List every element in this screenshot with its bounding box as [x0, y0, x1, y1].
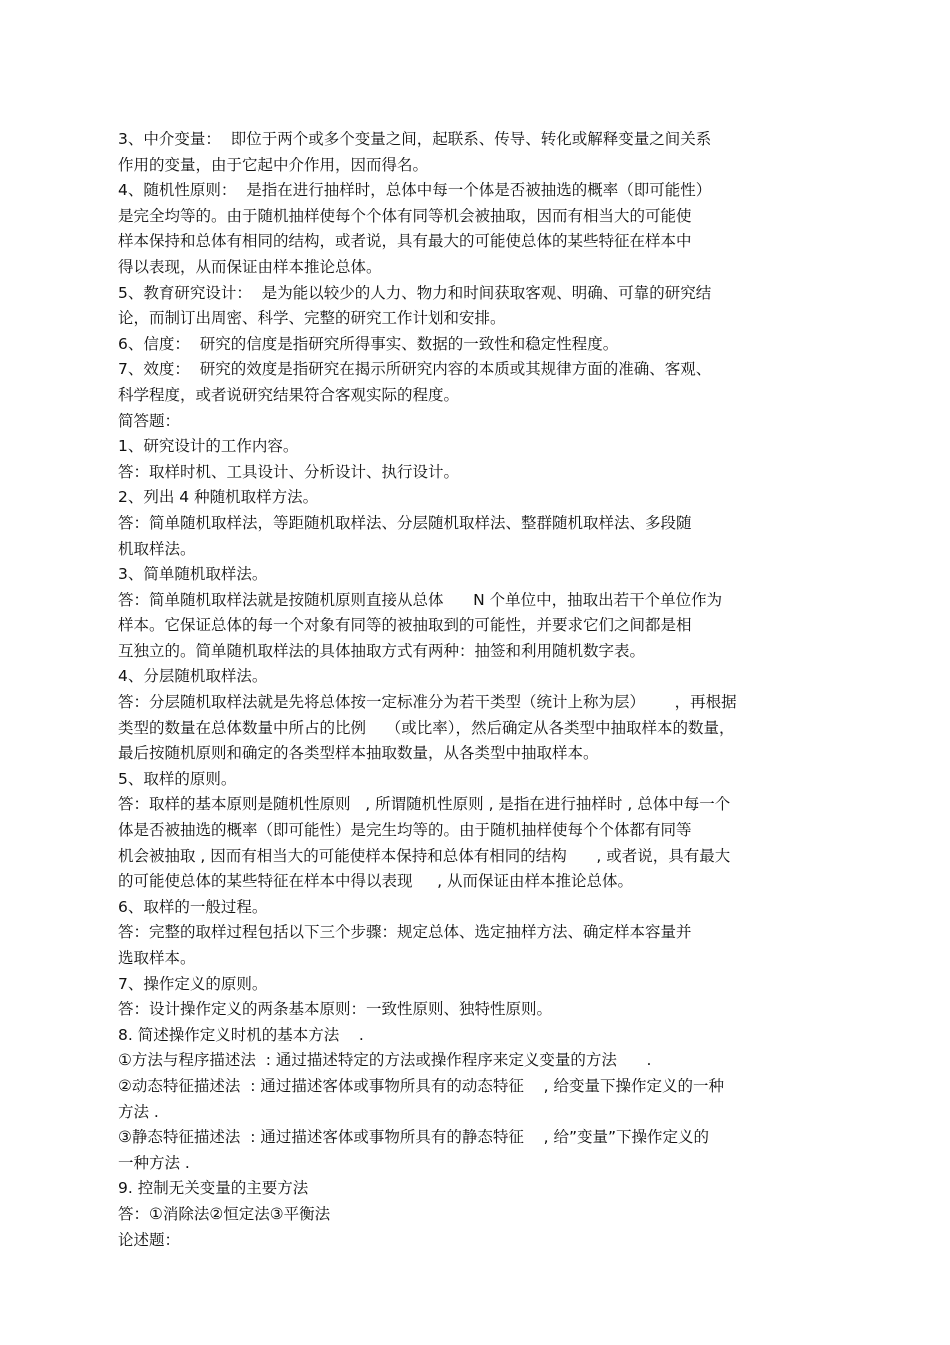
answer-line: 答：取样的基本原则是随机性原则 , 所谓随机性原则 , 是指在进行抽样时 , 总体中每一个 — [118, 795, 731, 814]
question-line: 1、研究设计的工作内容。 — [118, 437, 299, 456]
text-line: 4、随机性原则： 是指在进行抽样时，总体中每一个体是否被抽选的概率（即可能性） — [118, 181, 712, 200]
question-line: 3、简单随机取样法。 — [118, 565, 268, 584]
document-body — [118, 127, 838, 1253]
text-line: 得以表现，从而保证由样本推论总体。 — [118, 257, 382, 276]
text-line: 最后按随机原则和确定的各类型样本抽取数量，从各类型中抽取样本。 — [118, 744, 599, 763]
text-line: ②动态特征描述法 : 通过描述客体或事物所具有的动态特征 , 给变量下操作定义的一种 — [118, 1076, 724, 1095]
text-line: 5、教育研究设计： 是为能以较少的人力、物力和时间获取客观、明确、可靠的研究结 — [118, 283, 712, 302]
answer-line: 答：分层随机取样法就是先将总体按一定标准分为若干类型（统计上称为层） ，再根据 — [118, 693, 737, 712]
text-line: 样本。它保证总体的每一个对象有同等的被抽取到的可能性，并要求它们之间都是相 — [118, 616, 692, 635]
section-heading: 论述题： — [118, 1230, 181, 1249]
section-heading: 简答题： — [118, 411, 181, 430]
question-line: 2、列出 4 种随机取样方法。 — [118, 488, 319, 507]
text-line: 互独立的。简单随机取样法的具体抽取方式有两种：抽签和利用随机数字表。 — [118, 641, 646, 660]
text-line: ①方法与程序描述法 : 通过描述特定的方法或操作程序来定义变量的方法 . — [118, 1051, 652, 1070]
text-line: 样本保持和总体有相同的结构，或者说，具有最大的可能使总体的某些特征在样本中 — [118, 232, 692, 251]
text-line: 的可能使总体的某些特征在样本中得以表现 , 从而保证由样本推论总体。 — [118, 872, 633, 891]
text-line: 体是否被抽选的概率（即可能性）是完生均等的。由于随机抽样使每个个体都有同等 — [118, 821, 692, 840]
text-line: 7、效度： 研究的效度是指研究在揭示所研究内容的本质或其规律方面的准确、客观、 — [118, 360, 712, 379]
text-line: 6、信度： 研究的信度是指研究所得事实、数据的一致性和稳定性程度。 — [118, 334, 619, 353]
text-line: 一种方法 . — [118, 1153, 190, 1172]
text-line: 论，而制订出周密、科学、完整的研究工作计划和安排。 — [118, 309, 506, 328]
text-line: ③静态特征描述法 : 通过描述客体或事物所具有的静态特征 , 给”变量”下操作定义的 — [118, 1128, 710, 1147]
text-line: 3、中介变量： 即位于两个或多个变量之间，起联系、传导、转化或解释变量之间关系 — [118, 130, 712, 148]
answer-line: 答：完整的取样过程包括以下三个步骤：规定总体、选定抽样方法、确定样本容量并 — [118, 923, 692, 942]
text-line: 方法 . — [118, 1102, 159, 1121]
text-line: 作用的变量，由于它起中介作用，因而得名。 — [118, 155, 429, 174]
answer-line: 答：简单随机取样法就是按随机原则直接从总体 N 个单位中，抽取出若干个单位作为 — [118, 590, 723, 609]
answer-line: 答：①消除法②恒定法③平衡法 — [118, 1204, 331, 1223]
text-line: 选取样本。 — [118, 949, 196, 967]
question-line: 9. 控制无关变量的主要方法 — [118, 1179, 309, 1198]
text-line: 科学程度，或者说研究结果符合客观实际的程度。 — [118, 385, 460, 404]
question-line: 6、取样的一般过程。 — [118, 897, 268, 916]
question-line: 4、分层随机取样法。 — [118, 667, 268, 686]
text-line: 类型的数量在总体数量中所占的比例 （或比率），然后确定从各类型中抽取样本的数量， — [118, 718, 735, 737]
answer-line: 答：取样时机、工具设计、分析设计、执行设计。 — [118, 462, 460, 481]
question-line: 8. 简述操作定义时机的基本方法 . — [118, 1025, 364, 1044]
text-line: 机取样法。 — [118, 539, 196, 558]
question-line: 7、操作定义的原则。 — [118, 974, 268, 993]
text-line: 是完全均等的。由于随机抽样使每个个体有同等机会被抽取，因而有相当大的可能使 — [118, 206, 692, 225]
question-line: 5、取样的原则。 — [118, 769, 237, 788]
text-line: 机会被抽取 , 因而有相当大的可能使样本保持和总体有相同的结构 , 或者说，具有最大 — [118, 846, 731, 865]
answer-line: 答：设计操作定义的两条基本原则：一致性原则、独特性原则。 — [118, 1000, 553, 1019]
answer-line: 答：简单随机取样法，等距随机取样法、分层随机取样法、整群随机取样法、多段随 — [118, 513, 692, 532]
